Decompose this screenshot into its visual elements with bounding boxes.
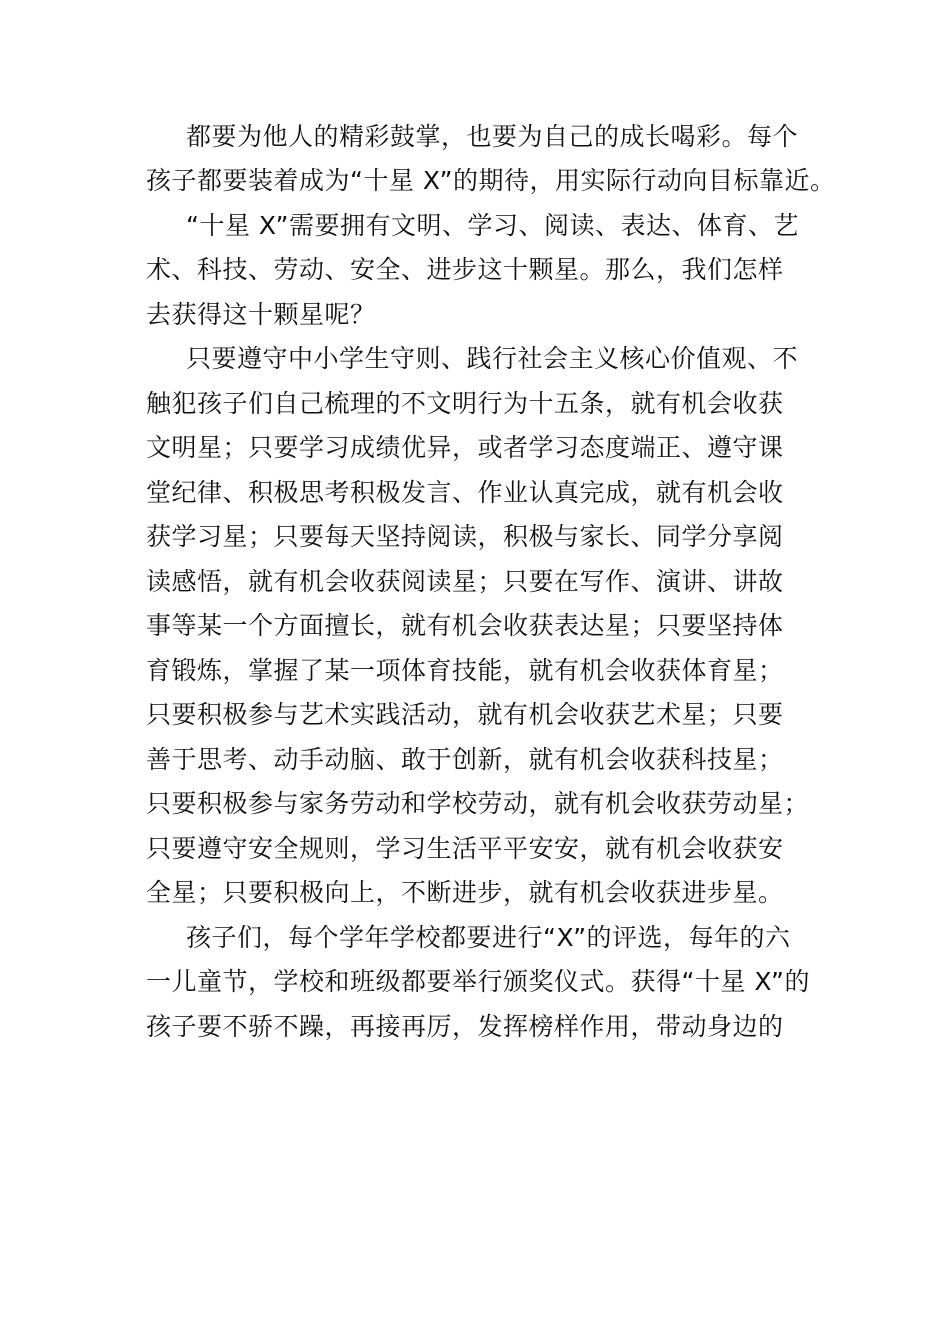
text-line: 去获得这十颗星呢？ bbox=[146, 300, 376, 329]
text-line: 都要为他人的精彩鼓掌，也要为自己的成长喝彩。每个 bbox=[186, 122, 799, 151]
text-line: 只要遵守安全规则，学习生活平平安安，就有机会收获安 bbox=[146, 834, 784, 863]
text-line: 善于思考、动手动脑、敢于创新，就有机会收获科技星； bbox=[146, 745, 784, 774]
text-line: 全星；只要积极向上，不断进步，就有机会收获进步星。 bbox=[146, 878, 784, 907]
text-line: 孩子都要装着成为“十星 X”的期待，用实际行动向目标靠近。 bbox=[146, 166, 836, 195]
text-line: 文明星；只要学习成绩优异，或者学习态度端正、遵守课 bbox=[146, 433, 784, 462]
text-line: 读感悟，就有机会收获阅读星；只要在写作、演讲、讲故 bbox=[146, 567, 784, 596]
text-line: 孩子要不骄不躁，再接再厉，发挥榜样作用，带动身边的 bbox=[146, 1012, 784, 1041]
text-line: 堂纪律、积极思考积极发言、作业认真完成，就有机会收 bbox=[146, 478, 784, 507]
text-line: 获学习星；只要每天坚持阅读，积极与家长、同学分享阅 bbox=[146, 522, 784, 551]
text-line: 术、科技、劳动、安全、进步这十颗星。那么，我们怎样 bbox=[146, 255, 784, 284]
text-line: 孩子们，每个学年学校都要进行“X”的评选，每年的六 bbox=[186, 923, 791, 952]
text-line: 事等某一个方面擅长，就有机会收获表达星；只要坚持体 bbox=[146, 611, 784, 640]
text-line: 只要积极参与家务劳动和学校劳动，就有机会收获劳动星； bbox=[146, 789, 810, 818]
text-line: 触犯孩子们自己梳理的不文明行为十五条，就有机会收获 bbox=[146, 389, 784, 418]
text-line: 只要遵守中小学生守则、践行社会主义核心价值观、不 bbox=[186, 344, 799, 373]
text-line: 一儿童节，学校和班级都要举行颁奖仪式。获得“十星 X”的 bbox=[146, 967, 810, 996]
text-line: 只要积极参与艺术实践活动，就有机会收获艺术星；只要 bbox=[146, 700, 784, 729]
text-line: 育锻炼，掌握了某一项体育技能，就有机会收获体育星； bbox=[146, 656, 784, 685]
text-line: “十星 X”需要拥有文明、学习、阅读、表达、体育、艺 bbox=[186, 211, 799, 240]
